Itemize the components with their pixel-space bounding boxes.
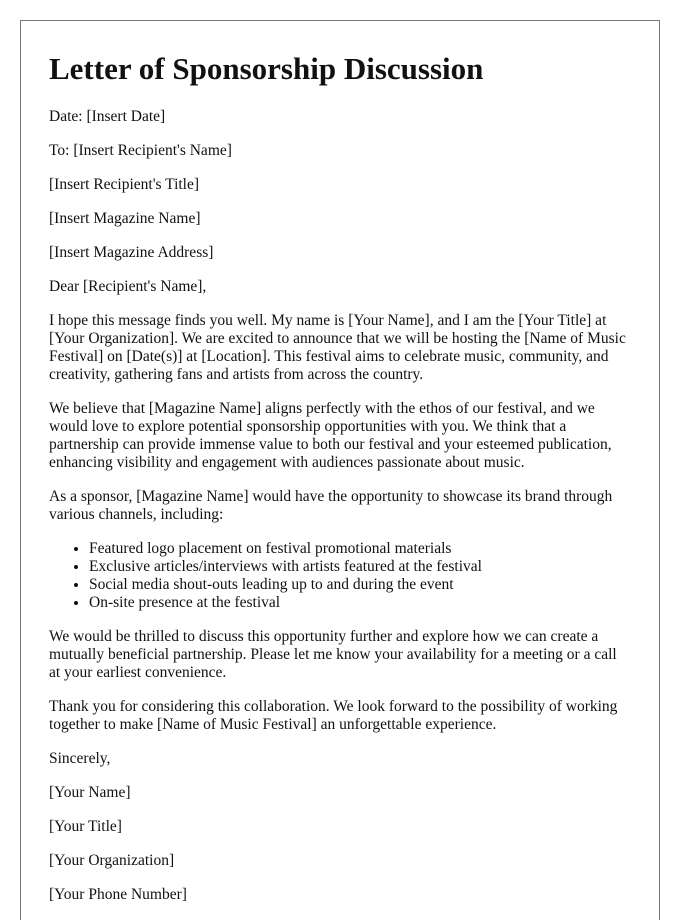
benefit-item: • Social media shout-outs leading up to and during the event	[89, 576, 631, 594]
benefits-list	[49, 540, 631, 612]
discussion-paragraph: We would be thrilled to discuss this opportunity further and explore how we can create a mutually beneficial partnership. Please let me know your availability for a meeting or a call at your earliest convenience.	[49, 628, 617, 681]
letter-page	[20, 20, 660, 920]
signature-name: [Your Name]	[49, 784, 131, 801]
letter-title: Letter of Sponsorship Discussion	[49, 51, 484, 86]
recipient-name-line: To: [Insert Recipient's Name]	[49, 142, 232, 159]
date-line: Date: [Insert Date]	[49, 108, 166, 125]
recipient-title-line: [Insert Recipient's Title]	[49, 176, 200, 193]
signature-organization: [Your Organization]	[49, 852, 175, 869]
sponsor-benefits-intro: As a sponsor, [Magazine Name] would have the opportunity to showcase its brand through various channels, including:	[49, 488, 613, 523]
salutation: Dear [Recipient's Name],	[49, 278, 207, 295]
benefit-item: • Exclusive articles/interviews with artists featured at the festival	[89, 558, 631, 576]
benefit-item: • On-site presence at the festival	[89, 594, 631, 612]
magazine-name-line: [Insert Magazine Name]	[49, 210, 201, 227]
signoff: Sincerely,	[49, 750, 111, 767]
signature-phone: [Your Phone Number]	[49, 886, 187, 903]
benefit-item: • Featured logo placement on festival promotional materials	[89, 540, 631, 558]
magazine-address-line: [Insert Magazine Address]	[49, 244, 214, 261]
signature-title: [Your Title]	[49, 818, 122, 835]
intro-paragraph: I hope this message finds you well. My name is [Your Name], and I am the [Your Title] at [Your Organization]. We are excited to announce that we will be hosting the [Name of Music Festival] on [Date(s)] at [Location]. This festival aims to celebrate music, community, and creativity, gathering fans and artists from across the country.	[49, 312, 626, 383]
alignment-paragraph: We believe that [Magazine Name] aligns perfectly with the ethos of our festival, and we would love to explore potential sponsorship opportunities with you. We think that a partnership can provide immense value to both our festival and your esteemed publication, enhancing visibility and engagement with audiences passionate about music.	[49, 400, 612, 471]
thank-you-paragraph: Thank you for considering this collaboration. We look forward to the possibility of working together to make [Name of Music Festival] an unforgettable experience.	[49, 698, 618, 733]
